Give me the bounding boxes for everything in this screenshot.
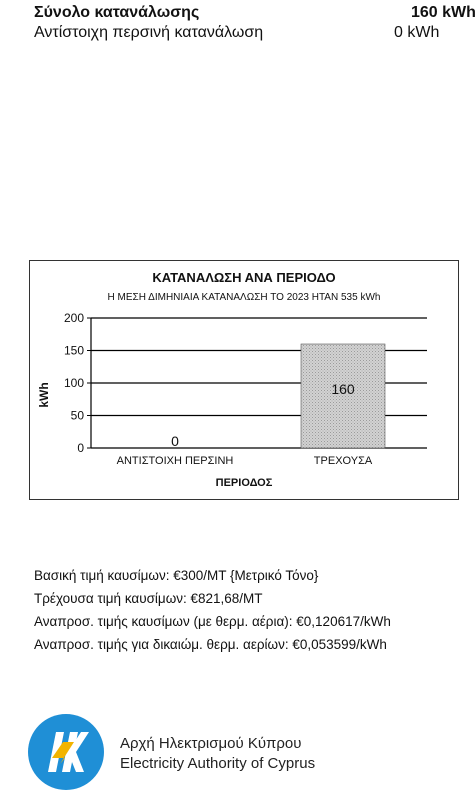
base-fuel-price: Βασική τιμή καυσίμων: €300/ΜΤ {Μετρικό Τόνο}: [34, 568, 319, 583]
consumption-chart: [29, 260, 459, 500]
brand-name-greek: Αρχή Ηλεκτρισμού Κύπρου: [120, 735, 302, 752]
total-consumption-label: Σύνολο κατανάλωσης: [34, 4, 200, 21]
chart-subtitle: Η ΜΕΣΗ ΔΙΜΗΝΙΑΙΑ ΚΑΤΑΝΑΛΩΣΗ ΤΟ 2023 ΗΤΑΝ 535 kWh: [107, 292, 381, 303]
y-tick-label: 100: [63, 376, 84, 390]
fuel-adjustment-rate: Αναπροσ. τιμής καυσίμων (με θερμ. αέρια): €0,120617/kWh: [34, 614, 391, 629]
previous-consumption-label: Αντίστοιχη περσινή κατανάλωση: [34, 24, 264, 41]
chart-title: ΚΑΤΑΝΑΛΩΣΗ ΑΝΑ ΠΕΡΙΟΔΟ: [152, 270, 336, 285]
y-tick-label: 150: [63, 343, 84, 358]
y-axis-label: kWh: [37, 382, 51, 408]
brand-name-english: Electricity Authority of Cyprus: [120, 755, 316, 772]
previous-consumption-value: 0 kWh: [394, 24, 440, 41]
x-category-label: ΑΝΤΙΣΤΟΙΧΗ ΠΕΡΣΙΝΗ: [116, 455, 234, 467]
chart-svg: [30, 261, 460, 501]
y-tick-label: 200: [63, 311, 84, 325]
total-consumption-value: 160 kWh: [411, 4, 476, 21]
bar-value-label: 0: [171, 433, 179, 449]
eac-logo: [26, 712, 106, 792]
x-category-label: ΤΡΕΧΟΥΣΑ: [313, 455, 373, 467]
bar-value-label: 160: [331, 381, 355, 397]
current-fuel-price: Τρέχουσα τιμή καυσίμων: €821,68/ΜΤ: [34, 591, 263, 606]
y-tick-label: 0: [77, 441, 84, 455]
y-tick-label: 50: [70, 408, 84, 423]
emissions-adjustment-rate: Αναπροσ. τιμής για δικαιώμ. θερμ. αερίων: €0,053599/kWh: [34, 637, 387, 652]
x-axis-label: ΠΕΡΙΟΔΟΣ: [215, 477, 273, 489]
